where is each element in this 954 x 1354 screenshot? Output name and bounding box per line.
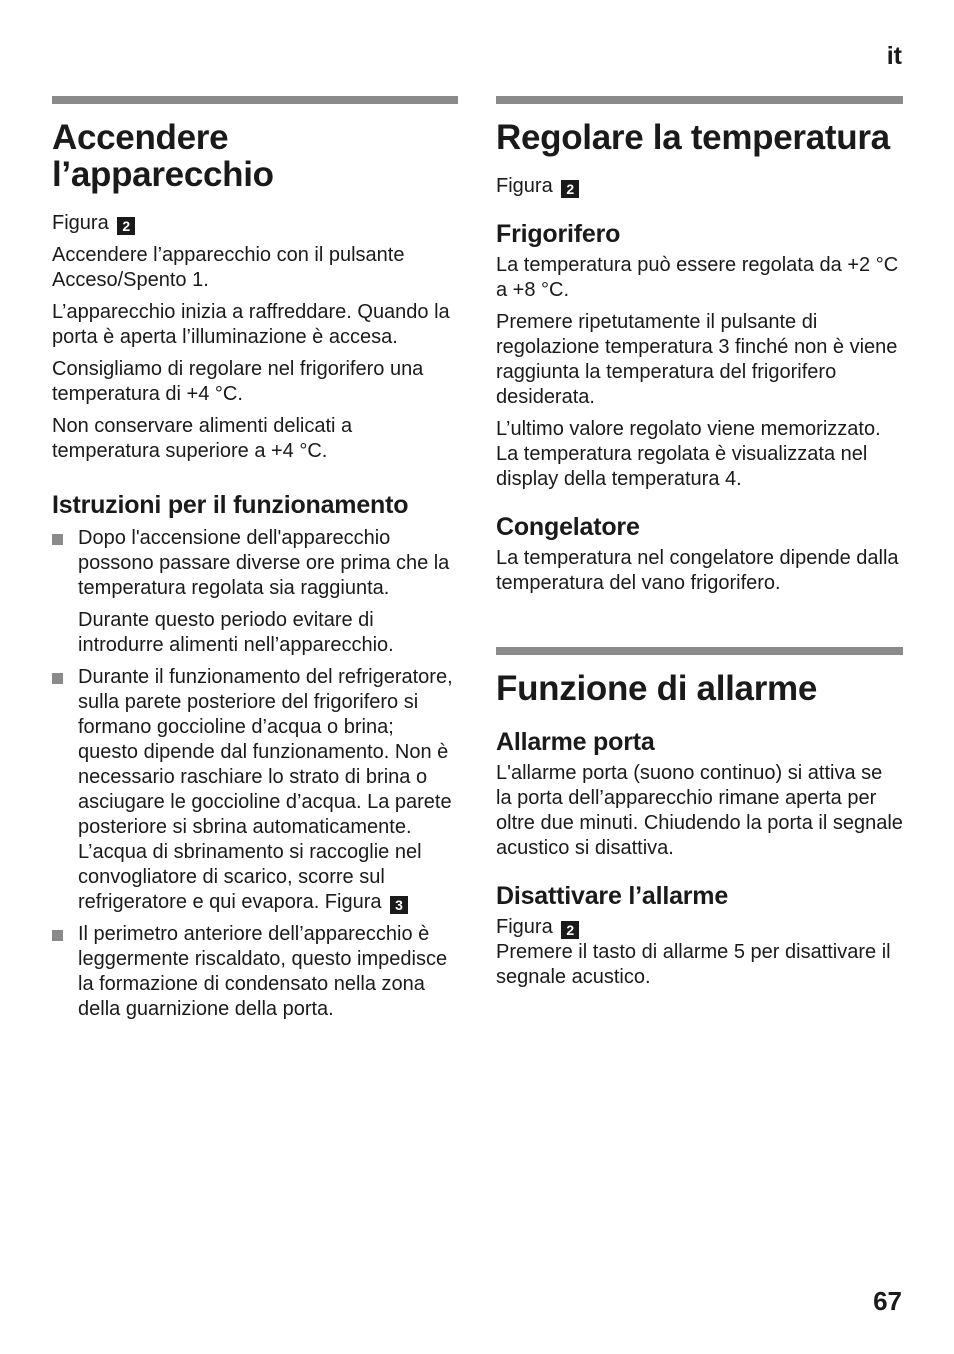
paragraph: L’ultimo valore regolato viene memorizzato. La temperatura regolata è visualizzata nel display della temperatura 4. — [496, 418, 881, 490]
list-item — [52, 665, 458, 915]
figure-reference: Figura 2 — [496, 174, 903, 199]
list-item-text: Durante il funzionamento del refrigeratore, sulla parete posteriore del frigorifero si formano goccioline d’acqua o brina; questo dipende dal funzionamento. Non è necessario raschiare lo strato di brina o asciugare le goccioline d’acqua. La parete posteriore si sbrina automaticamente. L’acqua di sbrinamento si raccoglie nel convogliatore di scarico, scorre sul refrigeratore e qui evapora. Figura 3 — [78, 666, 453, 913]
figure-number-badge: 3 — [390, 896, 408, 914]
figure-reference: Figura 2 — [52, 211, 458, 236]
list-item-extra: Durante questo periodo evitare di introdurre alimenti nell’apparecchio. — [78, 609, 394, 656]
list-item-text: Dopo l'accensione dell'apparecchio possono passare diverse ore prima che la temperatura regolata sia raggiunta. — [78, 527, 450, 599]
section-rule — [496, 647, 903, 655]
section-title: Regolare la temperatura — [496, 118, 890, 157]
operating-notes-list — [52, 526, 458, 1022]
page-number: 67 — [873, 1286, 902, 1316]
subsection-title: Congelatore — [496, 513, 640, 541]
subsection-title: Disattivare l’allarme — [496, 882, 729, 910]
language-code: it — [886, 42, 902, 70]
paragraph: Premere ripetutamente il pulsante di regolazione temperatura 3 finché non è viene raggiunta la temperatura del frigorifero desiderata. — [496, 311, 898, 408]
list-item-text: Il perimetro anteriore dell’apparecchio è leggermente riscaldato, questo impedisce la formazione di condensato nella zona della guarnizione della porta. — [78, 923, 448, 1020]
subsection-title: Istruzioni per il funzionamento — [52, 491, 409, 519]
square-bullet-icon — [52, 534, 63, 545]
section-title: Accendere l’apparecchio — [52, 118, 274, 194]
figure-number-badge: 2 — [117, 217, 135, 235]
paragraph: La temperatura nel congelatore dipende dalla temperatura del vano frigorifero. — [496, 547, 899, 594]
figure-number-badge: 2 — [561, 180, 579, 198]
section-rule — [52, 96, 458, 104]
subsection-title: Allarme porta — [496, 728, 655, 756]
section-title: Funzione di allarme — [496, 669, 818, 708]
list-item — [52, 526, 458, 658]
paragraph: Figura 2 Premere il tasto di allarme 5 per disattivare il segnale acustico. — [496, 916, 891, 988]
paragraph: Non conservare alimenti delicati a temperatura superiore a +4 °C. — [52, 415, 353, 462]
paragraph: L’apparecchio inizia a raffreddare. Quando la porta è aperta l’illuminazione è accesa. — [52, 301, 450, 348]
section-rule — [496, 96, 903, 104]
paragraph: Accendere l’apparecchio con il pulsante Acceso/Spento 1. — [52, 244, 405, 291]
paragraph: La temperatura può essere regolata da +2 °C a +8 °C. — [496, 254, 899, 301]
square-bullet-icon — [52, 673, 63, 684]
figure-reference: Figura 2 — [496, 916, 579, 938]
paragraph: L'allarme porta (suono continuo) si attiva se la porta dell’apparecchio rimane aperta per oltre due minuti. Chiudendo la porta il segnale acustico si disattiva. — [496, 762, 903, 859]
square-bullet-icon — [52, 930, 63, 941]
paragraph: Consigliamo di regolare nel frigorifero una temperatura di +4 °C. — [52, 358, 424, 405]
section-temperature — [496, 96, 903, 990]
subsection-title: Frigorifero — [496, 220, 621, 248]
figure-number-badge: 2 — [561, 921, 579, 939]
section-switch-on — [52, 96, 458, 1029]
list-item — [52, 922, 458, 1022]
